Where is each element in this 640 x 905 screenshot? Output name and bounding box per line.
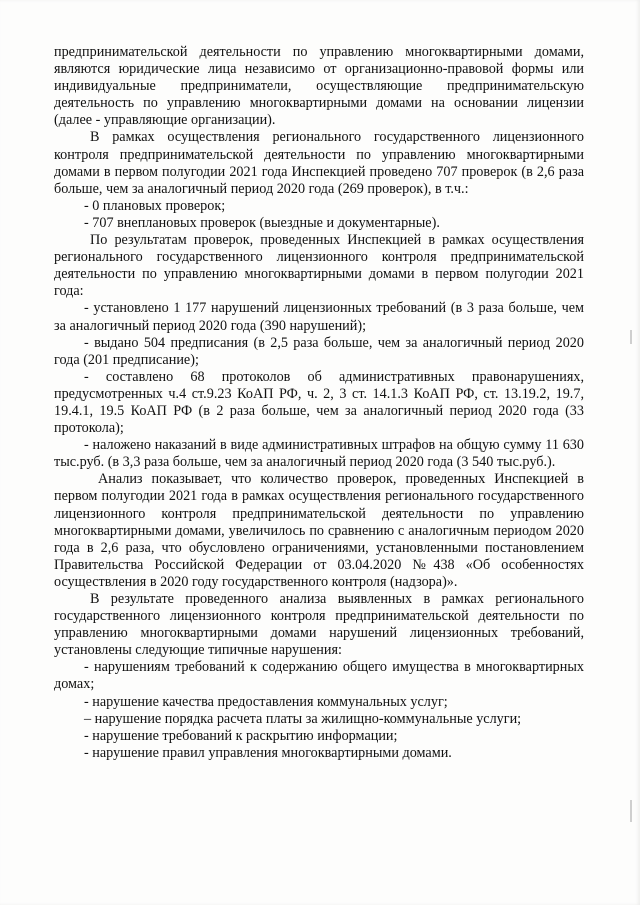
list-item-violations-found: - установлено 1 177 нарушений лицензионных требований (в 3 раза больше, чем за аналогичный период 2020 года (390 нарушений); <box>54 300 584 334</box>
paragraph-intro-continuation: предпринимательской деятельности по управлению многоквартирными домами, являются юридические лица независимо от организационно-правовой формы или индивидуальные предприниматели, осуществляющие предпринимательскую деятельность по управлению многоквартирными домами на основании лицензии (далее - управляющие организации). <box>54 44 584 129</box>
scan-edge-mark <box>630 330 632 344</box>
list-item-fines-imposed: - наложено наказаний в виде административных штрафов на общую сумму 11 630 тыс.руб. (в 3,3 раза больше, чем за аналогичный период 2020 года (3 540 тыс.руб.). <box>54 437 584 471</box>
list-item-protocols-drawn: - составлено 68 протоколов об административных правонарушениях, предусмотренных ч.4 ст.9.23 КоАП РФ, ч. 2, 3 ст. 14.1.3 КоАП РФ, ст. 13.19.2, 19.7, 19.4.1, 19.5 КоАП РФ (в 2 раза больше, чем за аналогичный период 2020 года (33 протокола); <box>54 368 584 437</box>
list-item-unplanned-inspections: - 707 внеплановых проверок (выездные и документарные). <box>84 214 440 231</box>
paragraph-analysis: Анализ показывает, что количество проверок, проведенных Инспекцией в первом полугодии 2021 года в рамках осуществления регионального государственного лицензионного контроля предпринимательской деятельности по управлению многоквартирными домами, увеличилось по сравнению с аналогичным периодом 2020 года в 2,6 раза, что обусловлено ограничениями, установленными постановлением Правительства Российской Федерации от 03.04.2020 №438 «Об особенностях осуществления в 2020 году государственного контроля (надзора)». <box>54 471 584 590</box>
list-item-planned-inspections: - 0 плановых проверок; <box>84 197 226 214</box>
list-item-disclosure-violations: - нарушение требований к раскрытию информации; <box>84 727 398 744</box>
scan-edge-mark <box>630 800 632 822</box>
paragraph-results-intro: По результатам проверок, проведенных Инспекцией в рамках осуществления регионального государственного лицензионного контроля предпринимательской деятельности по управлению многоквартирными домами в первом полугодии 2021 года: <box>54 232 584 300</box>
list-item-utility-quality-violations: - нарушение качества предоставления коммунальных услуг; <box>84 693 448 710</box>
list-item-management-rules-violations: - нарушение правил управления многоквартирными домами. <box>84 744 452 761</box>
list-item-common-property-violations: - нарушениям требований к содержанию общего имущества в многоквартирных домах; <box>54 659 584 693</box>
document-body <box>54 44 584 762</box>
list-item-orders-issued: - выдано 504 предписания (в 2,5 раза больше, чем за аналогичный период 2020 года (201 предписание); <box>54 334 584 368</box>
list-item-payment-calculation-violations: – нарушение порядка расчета платы за жилищно-коммунальные услуги; <box>84 710 522 727</box>
paragraph-typical-violations-intro: В результате проведенного анализа выявленных в рамках регионального государственного лицензионного контроля предпринимательской деятельности по управлению многоквартирными домами нарушений лицензионных требований, установлены следующие типичные нарушения: <box>54 591 584 659</box>
paragraph-inspections-total: В рамках осуществления регионального государственного лицензионного контроля предпринимательской деятельности по управлению многоквартирными домами в первом полугодии 2021 года Инспекцией проведено 707 проверок (в 2,6 раза больше, чем за аналогичный период 2020 года (269 проверок), в т.ч.: <box>54 129 584 197</box>
